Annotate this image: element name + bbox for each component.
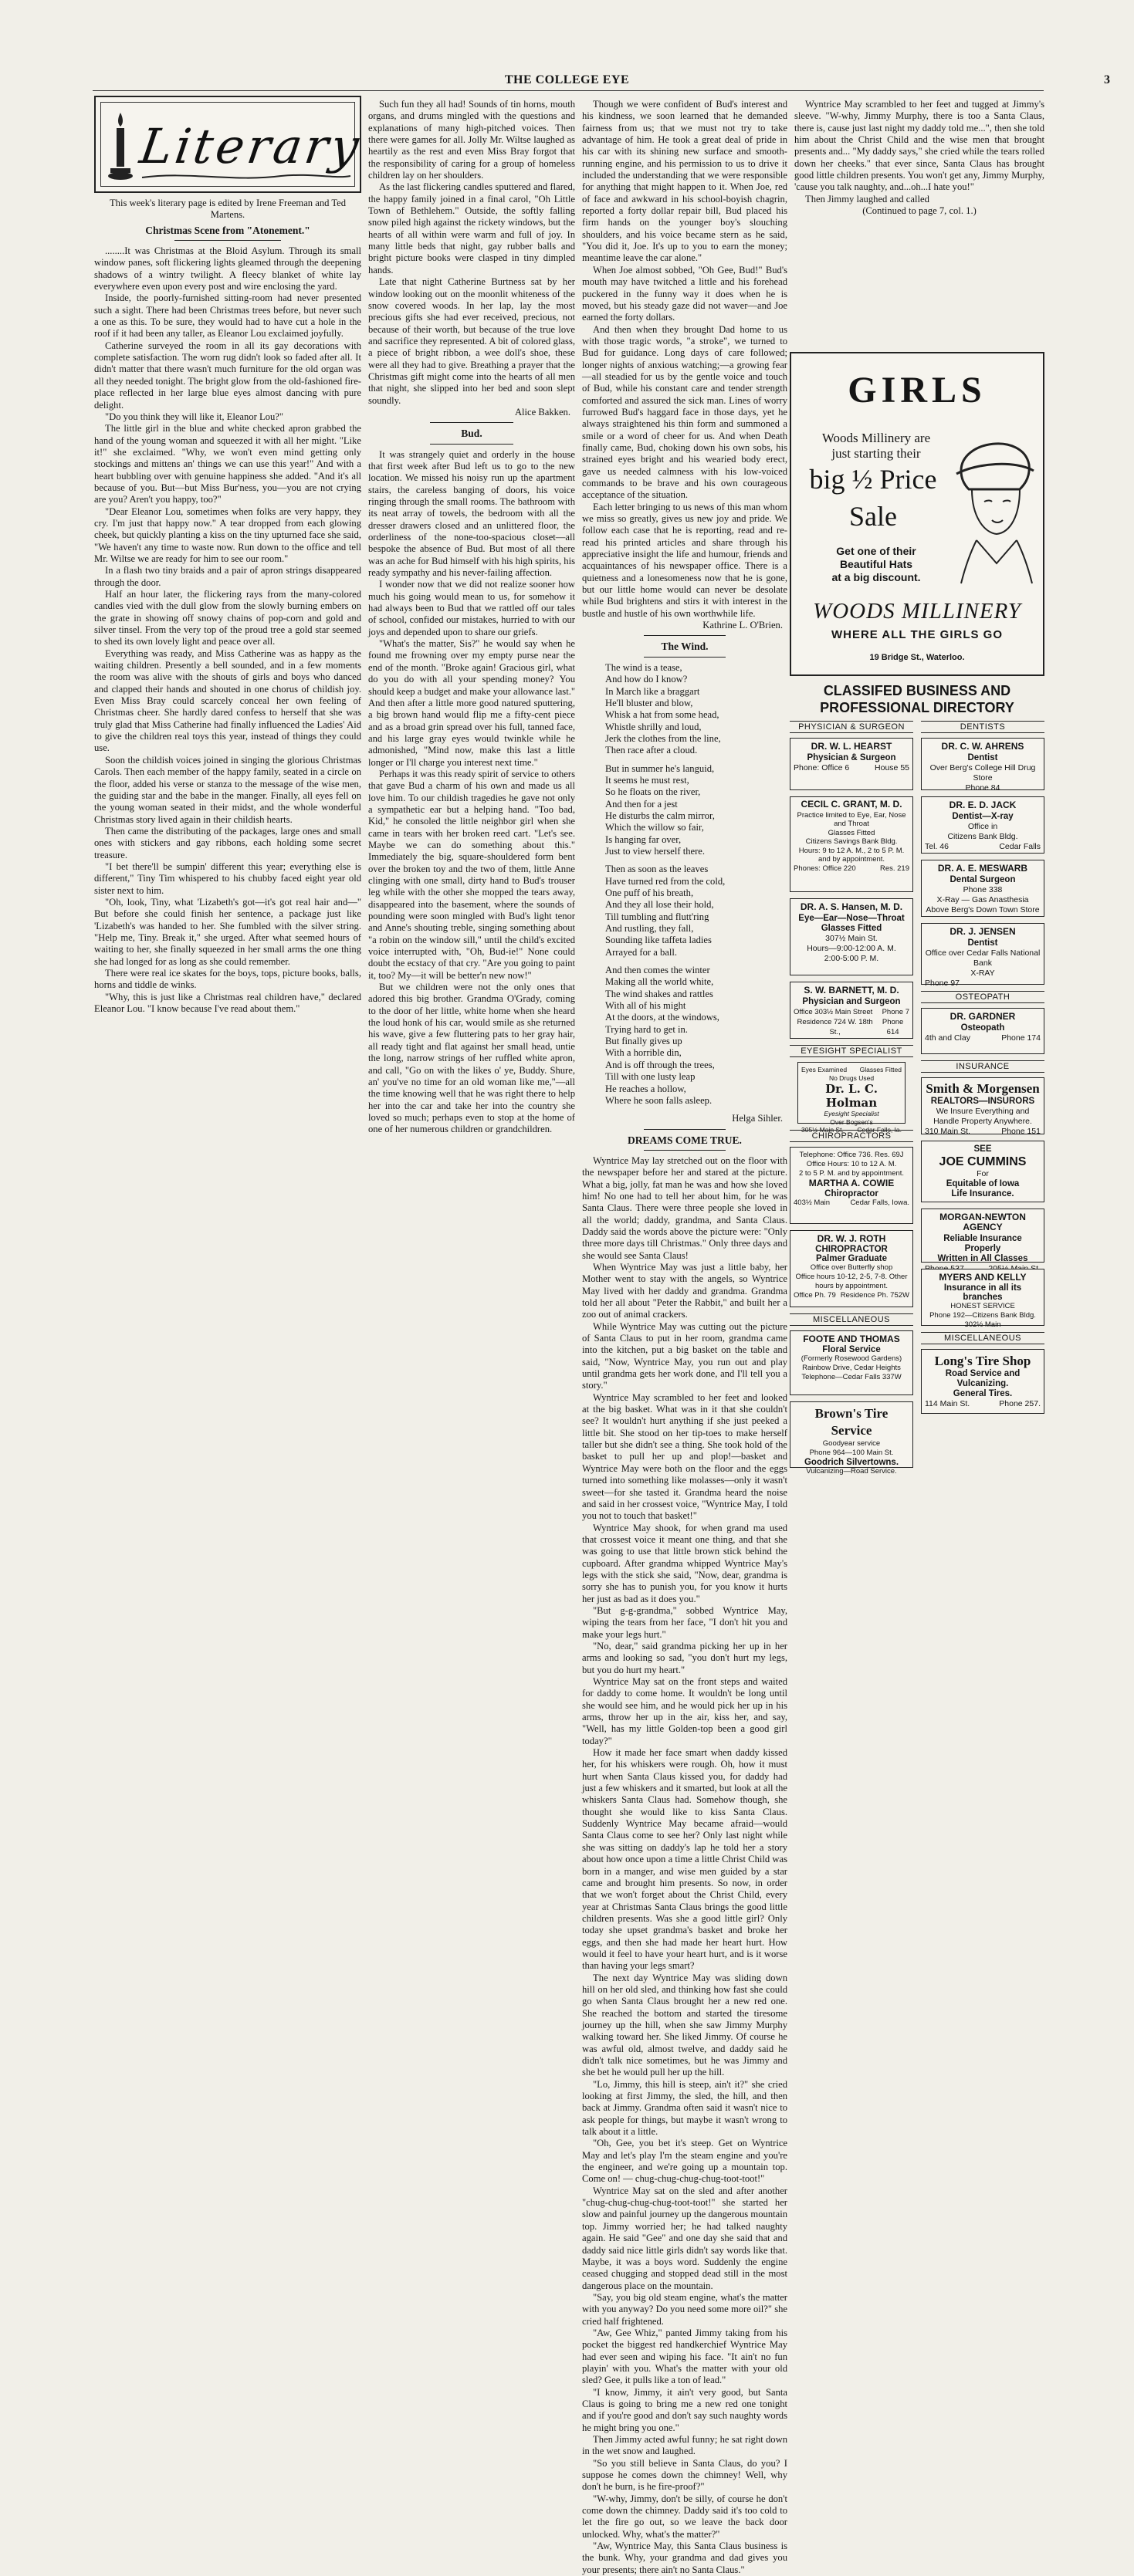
jack-city: Cedar Falls [999,842,1041,851]
ad-line-2: just starting their [831,446,921,461]
poem-line: The wind shakes and rattles [605,988,713,999]
story3-paragraph: "Aw, Wyntrice May, this Santa Claus business is the bunk. Why, your grandma and dad gives you your presents; there ain't no Santa Claus." [582,2541,787,2575]
sale-price: Price [879,464,937,495]
grant-line-4: Citizens Savings Bank Bldg. [805,837,898,846]
cowie-city: Cedar Falls, Iowa. [850,1198,909,1207]
grant-card [790,796,913,892]
myers-line-4: 302½ Main [964,1320,1001,1329]
story2-body-continued [582,99,787,620]
osteopath-header: OSTEOPATH [921,991,1044,1003]
flapper-illustration [946,424,1038,587]
jensen-title: Dentist [967,938,998,948]
morgan-line-2: Written in All Classes [937,1254,1028,1263]
roth-title-1: CHIROPRACTOR [815,1245,888,1254]
poem-line: Where he soon falls asleep. [605,1094,713,1106]
story2-paragraph: Each letter bringing to us news of this man whom we miss so greatly, gives us new joy and pride. We follow each case that he is reporting, read and re-read his printed articles and share through his appreciative insight the life and humour, friends and acquaintances of his newspaper office. There is a quietness and a lonesomeness now that he is gone, but our little home would can never be desolate while Bud brightens and stirs it with interest in the bustle and hustle of his own worthwhile life. [582,501,787,619]
poem-author: Helga Sihler. [732,1113,783,1124]
story2-paragraph: Perhaps it was this ready spirit of service to others that gave Bud a charm of his own and made us all love him. To our childish tragedies he gave not only a sympathetic ear but a helping hand. "Too bad, Kid," he consoled the little neighbor girl when she came in tears with her broken reed cart. "Let's see. Maybe we can do something about this." Immediately the big, square-shouldered form bent over the broken toy and the two of them, little Anne clinging with one small, dirty hand to Bud's trouser leg while with the other she mopped the tears away, disappeared into the basement, where the sounds of pounding were soon mingled with Bud's light tenor and Anne's shouting treble, singing something about "a robin on the window sill," until the child's excited voice interrupted with, "Oh, Bud-ie!" None could doubt the ecstacy of that cry. "Are you going to paint it, too? My—it will be better'n new now!" [368,768,575,981]
holman-over: Over Bogsen's [830,1117,873,1126]
meswarb-card [921,860,1044,917]
longs-address: 114 Main St. [925,1399,970,1408]
barnett-office: Office 303½ Main Street [794,1008,873,1016]
literary-banner [94,96,366,193]
physician-header: PHYSICIAN & SURGEON [790,721,913,733]
story3-paragraph: "No, dear," said grandma picking her up in her arms and looking so sad, "you don't hurt my legs, but you do hurt my heart." [582,1640,787,1675]
poem-line: Which the willow so fair, [605,822,704,833]
story1-paragraph: Late that night Catherine Burtness sat by her window looking out on the moonlit whiteness of the snow covered woods. In her lap, lay the most precious gifts she had ever received, precious, not because of their worth, but because of the true love and sacrifice they represented. A bit of colored glass, a piece of bright ribbon, a wee doll's shoe, these were all they had to give. Breathing a prayer that the Christmas gift might come into the hearts of all men that night, she slipped into her bed and soon slept soundly. [368,276,575,406]
roth-line-3: hours by appointment. [814,1282,888,1290]
poem-line: And then for a jest [605,798,678,810]
story3-paragraph: "I know, Jimmy, it ain't very good, but Santa Claus is going to bring me a new red one tonight and if you're good and don't say such naughty words he might bring you one." [582,2386,787,2433]
story3-paragraph: When Wyntrice May was just a little baby, her Mother went to stay with the angels, so Wyntrice May lived with her daddy and grandma. Grandma told her all about "Peter the Rabbit," and built her a zoo out of animal crackers. [582,1261,787,1320]
poem-line: Arrayed for a ball. [605,946,678,958]
directory-title-line-2: PROFESSIONAL DIRECTORY [820,700,1014,715]
story3-paragraph: "Oh, Gee, you bet it's steep. Get on Wyntrice May and let's play I'm the steam engine and you're the engineer, and we're going up a mountain top. Come on! — chug-chug-chug-chug-toot-toot!" [582,2138,787,2185]
poem-line: So he floats on the river, [605,786,701,798]
myers-card [921,1269,1044,1329]
jensen-line-3: X-RAY [970,969,995,978]
ad-sub-1: Get one of their [836,545,916,557]
hansen-title: Eye—Ear—Nose—Throat [798,914,905,923]
holman-glasses-fitted: Glasses Fitted [859,1066,902,1073]
poem-line: Jerk the clothes from the line, [605,732,721,744]
cummins-kind: Life Insurance. [951,1189,1014,1198]
foote-line-3: Telephone—Cedar Falls 337W [801,1373,902,1381]
poem-line: He disturbs the calm mirror, [605,810,715,821]
grant-line-1: Practice limited to Eye, Ear, Nose [797,810,906,820]
poem-line: It seems he must rest, [605,774,689,786]
longs-line-2: Vulcanizing. [956,1379,1009,1388]
poem-line: With a horrible din, [605,1047,682,1059]
foote-name: FOOTE AND THOMAS [803,1334,900,1344]
ad-sub-3: at a big discount. [831,571,921,583]
story3-paragraph: Wyntrice May scrambled to her feet and looked at the big basket. What was in it that she couldn't see? It wouldn't hurt anything if she just peeked a little bit. She stood on her tip-toes to make herself taller but she didn't see a thing. She took hold of the basket to pull her up and plop!—basket and Wyntrice May were both on the floor and the eggs turned into something like molasses—only it wasn't sweet—for she tasted it. Grandma heard the noise and said in her crossest voice, "Wyntrice May, I told you not to touch that basket!" [582,1391,787,1522]
grant-line-6: and by appointment. [817,855,885,864]
gardner-name: DR. GARDNER [950,1011,1016,1022]
gardner-phone: Phone 174 [1001,1033,1041,1043]
cummins-for: For [977,1169,989,1178]
story1-paragraph: "Do you think they will like it, Eleanor Lou?" [105,411,283,422]
holman-eyes-examined: Eyes Examined [801,1066,848,1073]
holman-title: Eyesight Specialist [824,1110,879,1117]
poem-line: And they all lose their hold, [605,899,714,911]
ad-brand: WOODS MILLINERY [813,599,1021,624]
jack-name: DR. E. D. JACK [949,800,1017,810]
story1-paragraph: "Dear Eleanor Lou, sometimes when folks are very happy, they cry. I'm just that happy now." A tear dropped from each glowing cheek, but quickly planting a kiss on the tiny upturned face she said, "We haven't any time to waste now. Run down to the office and tell Mr. Wiltse we are ready for him to see our room." [94,505,361,564]
candle-icon [107,108,134,182]
hearst-phone-office: Phone: Office 6 [794,763,850,772]
holman-no-drugs: No Drugs Used [828,1073,875,1082]
browns-line-4: Vulcanizing—Road Service. [806,1467,897,1476]
story2-body [368,449,575,1136]
story2-paragraph: And then when they brought Dad home to us with those tragic words, "a stroke", we turned to Bud for guidance. Long days of care followed; longer nights of anxious watching;—a growing fear—all steadied for us by the gentle voice and touch of Bud, while his constant care and tender strength comforted and assured the sick man. Lines of worry furrowed Bud's haggard face in those days, yet he always straightened his thin form and summoned a smile or a word of cheer for us. And when Death finally came, Bud, choking down his own sobs, his strained eyes bright and his wearied body erect, gave us needed calmness with his low-voiced commands to be brave and his own courageous acceptance of the situation. [582,323,787,501]
story1-title: Christmas Scene from "Atonement." [145,224,310,236]
hansen-line-1: Glasses Fitted [821,924,882,933]
cummins-company: Equitable of Iowa [946,1179,1020,1188]
newspaper-title: THE COLLEGE EYE [504,73,630,86]
poem-line: In March like a braggart [605,685,700,697]
title-rule [644,1150,726,1151]
story1-paragraph: "I bet there'll be sumpin' different this year; everything else is different," Tiny Tim whispered to his chubby faced eight year old sister next to him. [94,860,361,896]
longs-card [921,1349,1044,1414]
browns-name: Brown's Tire Service [814,1406,889,1438]
poem-line: Have turned red from the cold, [605,875,726,887]
cummins-name: JOE CUMMINS [939,1155,1027,1168]
gardner-title: Osteopath [960,1023,1005,1033]
cummins-see: SEE [973,1144,992,1154]
poem-line: Till with one lusty leap [605,1071,696,1083]
story3-paragraph: "W-why, Jimmy, don't be silly, of course he don't come down the chimney. Daddy said it's too cold to let the fire go out, so we leave the back door unlocked. Why, what's the matter?" [582,2493,787,2540]
column-4 [794,99,1044,346]
woods-millinery-ad [790,352,1044,676]
roth-residence-phone: Residence Ph. 752W [840,1291,909,1300]
hansen-line-3: Hours—9:00-12:00 A. M. [807,944,896,953]
grant-line-2: and Throat [834,820,869,828]
sale-fraction: ½ [851,464,873,495]
ad-sub-2: Beautiful Hats [839,558,913,570]
browns-line-3: Goodrich Silvertowns. [804,1458,899,1467]
meswarb-line-1: Phone 338 [963,885,1003,894]
grant-name: CECIL C. GRANT, M. D. [801,799,902,810]
jack-tel: Tel. 46 [925,842,949,851]
story2-paragraph: "What's the matter, Sis?" he would say when he found me frowning over my empty purse near the end of the month. "Broke again! Gracious girl, what do you do with all your spending money? You should keep a budget and make your allowance last." And then after a little more good natured sputtering, a big brown hand would flip me a fifty-cent piece and as a broad grin spread over his full, tanned face, and his large gray eyes would twinkle while he admonished, "Mind now, make this last a little longer or I'll charge you interest next time." [368,638,575,768]
poem-line: But finally gives up [605,1036,682,1047]
poem-line: And is off through the trees, [605,1059,715,1070]
meswarb-title: Dental Surgeon [950,875,1016,884]
poem-line: Is hanging far over, [605,833,682,845]
story1-paragraph: The little girl in the blue and white checked apron grabbed the hand of the young woman and squeezed it with all her might. "Like it!" she exclaimed. "Why, we won't even mind getting only stockings and mittens an' things we can use this year!" And with a heart bubbling over with genuine happiness she added. "And it's all because of you. But—but Miss Bur'ness, you—you are not crying are you? Aren't you happy, too?" [94,423,361,505]
grant-phone-office: Phones: Office 220 [794,864,856,873]
barnett-residence: Residence 724 W. 18th St., [797,1018,873,1036]
story1-paragraph: As the last flickering candles sputtered and flared, the happy family joined in a final carol, "Oh Little Town of Bethlehem." Outside, the softly falling snow piled high against the rickety windows, but the hearts of all within were warm and full of joy. In many little beds that night, gay rubber balls and bright picture books were clasped in tiny dimpled hands. [368,181,575,276]
poem-line: Whistle shrilly and loud, [605,721,702,732]
story2-title: Bud. [461,428,482,440]
poem-body [582,662,787,1107]
smith-line-1: We Insure Everything and [936,1107,1030,1116]
story-divider [644,1129,726,1130]
ad-line-1: Woods Millinery are [821,431,931,445]
story1-paragraph: Catherine surveyed the room in all its gay decorations with complete satisfaction. The worn rug didn't look so faded after all. It didn't matter that there wasn't much furniture for the old organ was all they needed tonight. The bright glow from the old-fashioned fire-place reflected in her large blue eyes almost dancing with pure delight. [94,340,361,411]
smith-card [921,1077,1044,1134]
story3-paragraph: "Lo, Jimmy, this hill is steep, ain't it?" she cried looking at first Jimmy, the sled, the hill, and then back at Jimmy. Grandma often said it wasn't nice to ask people for things, but maybe it wasn't wrong to talk about it a little. [582,2078,787,2138]
story2-paragraph: But we children were not the only ones that adored this big brother. Grandma O'Grady, coming to the door of her little, white home when she heard the loud honk of his car, would smile as she returned his wave, give a few fluttering pats to her gray hair, all ready tight and flat against her small head, untie the long, narrow strings of her ruffled white apron, and call, "Go on with the likes o' ye, Buddy. Shure, an' you've no time for an old woman like me,"—all the time knowing well that he was right there to help her into the car and take her into the country she loved so much; perhaps even to stop at the home of one of her numerous children or grandchildren. [368,982,575,1135]
barnett-title: Physician and Surgeon [802,997,901,1006]
holman-city: Cedar Falls, Ia. [857,1126,902,1134]
dentists-header: DENTISTS [921,721,1044,733]
story3-paragraph: Wyntrice May shook, for when grand ma used that crossest voice it meant one thing, and that she was going to use that little brown stick behind the cupboard. After grandma whipped Wyntrice May's legs with the stick she said, "Now, dear, grandma is sorry she has to punish you, for you know it hurts her just as bad as it does you." [582,1522,787,1604]
title-rule [644,657,726,658]
ad-headline: GIRLS [848,370,987,411]
miscellaneous-header: MISCELLANEOUS [790,1313,913,1326]
hansen-line-2: 307½ Main St. [825,934,878,943]
jack-line-2: Citizens Bank Bldg. [947,832,1018,841]
story2-author: Kathrine L. O'Brien. [702,620,783,631]
story1-author: Alice Bakken. [514,406,570,418]
poem-line: Whisk a hat from some head, [605,709,719,721]
header-rule [93,90,1044,91]
browns-card [790,1401,913,1476]
gardner-address: 4th and Clay [925,1033,970,1043]
story2-paragraph: I wonder now that we did not realize sooner how much his going would mean to us, for somehow it had always been to Bud that we rattled off our tales of school, confided our mistakes, hurried to with our joys and depended upon to share our griefs. [368,579,575,637]
barnett-card [790,982,913,1039]
longs-phone: Phone 257. [999,1399,1041,1408]
story1-paragraph: Everything was ready, and Miss Catherine was as happy as the waiting children. Presently a bell sounded, and in a few moments the room was alive with the shouts of girls and boys who danced and clapped their hands and shouted in one chorus of childish joy. Even Miss Bray could scarcely conceal her own feeling of Christmas cheer. She hardly dared confess to herself that she was truly glad that Miss Catherine had finally influenced the Ladies' Aid to give the children real toys this year, instead of things they could use. [94,647,361,754]
story1-paragraph: "Why, this is just like a Christmas real children have," declared Eleanor Lou. "I know because I've read about them." [94,991,361,1015]
story1-paragraph: Such fun they all had! Sounds of tin horns, mouth organs, and drums mingled with the questions and explanations of many high-pitched voices. Then there were games for all. Jolly Mr. Wiltse laughed as heartily as the rest and even Miss Bray forgot that the responsibility of caring for a group of homeless children lay on her shoulders. [368,99,575,181]
myers-name: MYERS AND KELLY [939,1272,1027,1283]
story1-paragraph: "Oh, look, Tiny, what 'Lizabeth's got—it's got real hair and—" But before she could finish her sentence, a package just like 'Lizabeth's was handed to her. She fumbled with the silver string. "Help me, Tiny. Break it," she urged. After what seemed hours of waiting to her, she finally squeezed in her small arms the one thing she had longed for as long as she could remember. [94,896,361,967]
poem-line: Then race after a cloud. [605,745,698,756]
story3-paragraph: Wyntrice May scrambled to her feet and tugged at Jimmy's sleeve. "W-why, Jimmy Murphy, there is too a Santa Claus, there is, cause just last night my daddy told me...", then she told him about the Christ Child and the wise men that brought presents and... "My daddy says," she cried while the tears rolled down her cheeks." that ever since, Santa Claus has brought good little children presents. You won't get any, Jimmy Murphy, 'cause you talk naughty, and...oh...I hate you!" [794,99,1044,193]
continued-note: (Continued to page 7, col. 1.) [862,205,977,217]
poem-line: With all of his might [605,1000,686,1012]
banner-flourish [142,171,350,182]
poem-stanza [605,763,787,858]
cowie-card [790,1147,913,1224]
editors-note: This week's literary page is edited by Irene Freeman and Ted Martens. [109,198,347,221]
holman-name: Dr. L. C. Holman [825,1082,878,1110]
poem-stanza [605,965,787,1107]
story3-body-continued [794,99,1044,205]
jensen-card [921,923,1044,988]
poem-line: Making all the world white, [605,976,714,988]
poem-line: And how do I know? [605,674,688,685]
cowie-hours-2: 2 to 5 P. M. and by appointment. [798,1169,905,1178]
story1-paragraph: In a flash two tiny braids and a pair of apron strings disappeared through the door. [94,565,361,588]
story1-body-continued [368,99,575,407]
longs-line-3: General Tires. [953,1389,1013,1398]
directory-title-line-1: CLASSIFED BUSINESS AND [823,683,1011,698]
story3-paragraph: Then Jimmy laughed and called [805,193,929,205]
poem-line: Sounding like taffeta ladies [605,935,712,946]
column-1 [94,198,361,1627]
story3-title: DREAMS COME TRUE. [628,1134,742,1146]
poem-stanza [605,864,787,958]
column-2 [368,99,575,1627]
poem-line: And rustling, they fall, [605,923,694,935]
foote-line-1: (Formerly Rosewood Gardens) [801,1354,902,1363]
hearst-card [790,738,913,790]
morgan-name: MORGAN-NEWTON AGENCY [939,1212,1026,1232]
story3-paragraph: "Aw, Gee Whiz," panted Jimmy taking from his pocket the biggest red handkerchief Wyntrice May had ever seen and wiping his face. "It ain't no fun playin' with you. What's the matter with your old sled? Gee, it pulls like a ton of lead." [582,2327,787,2386]
poem-line: At the doors, at the windows, [605,1012,719,1023]
cowie-title: Chiropractor [824,1189,878,1198]
myers-line-2: HONEST SERVICE [950,1302,1015,1310]
roth-card [790,1230,913,1307]
meswarb-name: DR. A. E. MESWARB [937,863,1028,874]
jack-card [921,796,1044,854]
ahrens-title: Dentist [967,753,998,762]
smith-address: 310 Main St. [925,1127,970,1136]
roth-name: DR. W. J. ROTH [817,1233,886,1244]
browns-line-2: Phone 964—100 Main St. [809,1449,894,1457]
roth-title-2: Palmer Graduate [815,1254,888,1263]
sale-word: Sale [849,501,897,532]
story3-body [582,1155,787,2576]
cowie-name: MARTHA A. COWIE [808,1178,895,1188]
story-divider [430,422,513,423]
story3-paragraph: How it made her face smart when daddy kissed her, for his whiskers were rough. Oh, how it must hurt when Santa Claus kissed you, for daddy had just a few whiskers and it smarted, but look at all the whiskers Santa Claus had. Somehow though, she thought she would like to kiss Santa Claus. Suddenly Wyntrice May became afraid—would Santa Claus come to see her? Only last night while she was sitting on daddy's lap he told her a story about how once upon a time a little Christ Child was born in a manger, and wise men guided by a star came and brought him presents. So now, in order that we won't forget about the Christ Child, every year at Christmas Santa Claus brings the good little children presents. Was she a good little girl? Only today she upset grandma's basket and broke her eggs, and then she had made her heart hurt. How would it feel to have your heart hurt, and is it worse than having your legs smart? [582,1747,787,1972]
cowie-hours-1: Office Hours: 10 to 12 A. M. [806,1160,897,1168]
longs-name: Long's Tire Shop [934,1354,1031,1368]
poem-line: Till tumbling and flutt'ring [605,911,709,922]
ahrens-line-1: Over Berg's College Hill Drug Store [929,763,1036,783]
cowie-address: 403½ Main [794,1198,831,1207]
story3-paragraph: While Wyntrice May was cutting out the picture of Santa Claus to put in her room, grandma came into the kitchen, put a big basket on the table and said, "Now, Wyntrice May, you run out and play until grandma gets her work done, and I'll tell you a story." [582,1320,787,1391]
longs-line-1: Road Service and [945,1369,1021,1378]
myers-line-1: Insurance in all its branches [943,1283,1022,1302]
story1-paragraph: ........It was Christmas at the Bloid Asylum. Through its small window panes, soft flickering lights gleamed through the deepening shadows of a wintry twilight. A fleecy blanket of white lay everywhere even upon every post and wire enclosing the yard. [94,245,361,292]
poem-stanza [605,662,787,757]
roth-line-2: Office hours 10-12, 2-5, 7-8. Other [795,1273,908,1281]
poem-line: Then as soon as the leaves [605,864,709,875]
story1-paragraph: There were real ice skates for the boys, tops, picture books, balls, horns and tiddle de winks. [94,968,361,991]
ad-slogan: WHERE ALL THE GIRLS GO [831,628,1003,641]
banner-word: Literary [136,118,366,174]
holman-address: 305½ Main St. [801,1126,844,1134]
foote-title: Floral Service [822,1345,881,1354]
story1-paragraph: Half an hour later, the flickering rays from the many-colored candles vied with the dull glow from the slowly burning embers on the grate in showing off snowy chains of pop-corn and gold and silver tinsel. From the very top of the proud tree a gold star seemed to shed its own lovely light and peace over all. [94,589,361,647]
barnett-office-phone: Phone 7 [882,1008,909,1016]
jensen-line-1: Office over Cedar Falls National [925,948,1041,958]
story3-paragraph: "But g-g-grandma," sobbed Wyntrice May, wiping the tears from her face, "I don't hit you and make your legs hurt." [582,1604,787,1640]
poem-line: He'll bluster and blow, [605,697,693,708]
jensen-phone: Phone 97 [925,979,960,988]
meswarb-line-2: X-Ray — Gas Anasthesia [936,895,1029,904]
story-divider [644,635,726,636]
foote-card [790,1330,913,1395]
barnett-name: S. W. BARNETT, M. D. [804,985,899,996]
foote-line-2: Rainbow Drive, Cedar Heights [802,1364,901,1372]
ad-address: 19 Bridge St., Waterloo. [869,653,965,662]
grant-line-5: Hours: 9 to 12 A. M., 2 to 5 P. M. [798,846,905,855]
gardner-card [921,1008,1044,1054]
roth-office-phone: Office Ph. 79 [794,1291,836,1300]
jensen-line-2: Bank [973,958,992,968]
barnett-residence-phone: Phone 614 [882,1018,904,1036]
hansen-line-4: 2:00-5:00 P. M. [824,954,879,963]
jack-line-1: Office in [967,822,998,831]
story3-paragraph: Wyntrice May lay stretched out on the floor with the newspaper before her and stared at the picture. What a big, jolly, fat man he was and how she loved him! No one had to tell her about him, for he was Santa Claus. There were three people she loved in all the world; daddy, grandma, and Santa Claus. Daddy said the words above the picture were: "Only three more days till Christmas." Only three days and she would see Santa Claus! [582,1154,787,1261]
poem-line: The wind is a tease, [605,661,682,673]
cowie-phones: Telephone: Office 736. Res. 69J [799,1151,904,1159]
smith-title: REALTORS—INSURORS [930,1097,1035,1106]
poem-line: One puff of his breath, [605,887,694,898]
cummins-card [921,1141,1044,1202]
story1-body [94,245,361,1015]
hansen-name: DR. A. S. Hansen, M. D. [800,901,903,912]
story1-paragraph: Inside, the poorly-furnished sitting-room had never presented such a sight. There had been Christmas trees before, but never such a one as this. To be sure, they would had to have cut a hole in the roof if it had been any taller, as Eleanor Lou exclaimed joyfully. [94,292,361,340]
ahrens-name: DR. C. W. AHRENS [941,741,1024,752]
story3-paragraph: Then Jimmy acted awful funny; he sat right down in the wet snow and laughed. [582,2434,787,2457]
story2-paragraph: Though we were confident of Bud's interest and his kindness, we soon learned that he demanded fairness from us; that we must not try to take advantage of him. He took a great deal of pride in his car with its shining new surface and smooth-running engine, and his permission to us to drive it included the understanding that we were responsible for anything that might happen to it. When Joe, red of face and awkward in his school-boyish chagrin, reported a forty dollar repair bill, Bud placed his firm hands on the younger boy's slouching shoulders, and his voice became stern as he said, "You did it, Joe. It's up to you to earn the money; meantime leave the car alone." [582,99,787,264]
holman-card [797,1062,906,1134]
meswarb-line-3: Above Berg's Down Town Store [926,905,1040,914]
title-rule [174,240,281,241]
smith-phone: Phone 151 [1001,1127,1041,1136]
miscellaneous-header-2: MISCELLANEOUS [921,1332,1044,1344]
ahrens-line-2: Phone 84 [965,783,1000,793]
page-number: 3 [1104,73,1110,86]
jack-title: Dentist—X-ray [952,812,1014,821]
sale-big: big [809,464,845,495]
title-rule [430,444,513,445]
hansen-card [790,898,913,975]
grant-phone-res: Res. 219 [879,864,909,873]
poem-title: The Wind. [661,641,709,653]
hearst-name: DR. W. L. HEARST [811,741,892,752]
jensen-name: DR. J. JENSEN [950,926,1016,937]
story2-paragraph: When Joe almost sobbed, "Oh Gee, Bud!" Bud's mouth may have twitched a little and his forehead puckered in the funny way it does when he is moved, but his steady gaze did not waver—and Joe earned the forty dollars. [582,264,787,323]
chiropractors-header: CHIROPRACTORS [790,1130,913,1142]
hearst-phone-house: House 55 [875,763,909,772]
column-3 [582,99,787,2575]
eyesight-header: EYESIGHT SPECIALIST [790,1045,913,1057]
story1-paragraph: Soon the childish voices joined in singing the glorious Christmas Carols. Then each member of the happy family, seated in a circle on the floor, added his verse or stanza to the message of the wise men, the guiding star and the babe in the manger. Finally, all eyes fell on the young woman seated in their midst, and the whole wonderful Christmas story lived again in their childish hearts. [94,754,361,825]
story3-paragraph: The next day Wyntrice May was sliding down hill on her old sled, and thinking how fast she could go when Santa Claus brought her a new red one. She reached the bottom and started the tiresome journey up the hill, when she saw Jimmy Murphy walking toward her. She liked Jimmy. Of course he was awful old, almost twelve, and daddy said he didn't talk nice sometimes, but he was Jimmy and she bet he would pull her up the hill. [582,1972,787,2078]
browns-line-1: Goodyear service [822,1439,881,1448]
story3-paragraph: "Say, you big old steam engine, what's the matter with you anyway? Do you need some more oil?" she cried half frightened. [582,2291,787,2327]
poem-line: He reaches a hollow, [605,1083,686,1094]
directory-title [790,682,1044,716]
ahrens-card [921,738,1044,793]
story3-paragraph: Wyntrice May sat on the sled and after another "chug-chug-chug-chug-toot-toot!" she started her slow and painful journey up the dangerous mountain top. Jimmy worried her; he had talked naughty again. He said "Gee" and one day she said that and daddy said nice little girls didn't say words like that. Maybe, it was a boys word. Suddenly the engine ceased chugging and stopped dead still in the most dangerous place on the mountain. [582,2185,787,2291]
insurance-header: INSURANCE [921,1060,1044,1073]
smith-name: Smith & Morgensen [926,1081,1040,1096]
grant-line-3: Glasses Fitted [828,828,875,837]
poem-line: But in summer he's languid, [605,762,715,774]
myers-line-3: Phone 192—Citizens Bank Bldg. [929,1311,1036,1320]
morgan-card [921,1209,1044,1263]
poem-line: Trying hard to get in. [605,1023,688,1035]
story3-paragraph: Wyntrice May sat on the front steps and waited for daddy to come home. It wouldn't be long until she would see him, and he would pick her up in his arms, throw her up in the air, kiss her, and say, "Well, has my little Golden-top been a good girl today?" [582,1676,787,1746]
smith-line-2: Handle Property Anywhere. [933,1117,1032,1126]
story1-paragraph: Then came the distributing of the packages, large ones and small ones with stickers and gay ribbons, each holding some secret treasure. [94,825,361,860]
poem-line: And then comes the winter [605,965,710,976]
morgan-line-1: Reliable Insurance Properly [943,1234,1022,1253]
poem-line: Just to view herself there. [605,845,706,857]
story2-paragraph: It was strangely quiet and orderly in the house that first week after Bud left us to go to the new location. We missed his noisy run up the apartment stairs, the careless banging of doors, his voice ringing through the small rooms. The bathroom with its neat array of towels, the bedroom with all the dresser drawers closed and an unlittered floor, the orderliness of the none-too-spacious closet—all bespoke the absence of Bud. But most of all there was an ache for Bud himself with his high spirits, his ready sympathy and his never-failing affection. [368,448,575,579]
roth-line-1: Office over Butterfly shop [810,1263,893,1272]
story3-paragraph: "So you still believe in Santa Claus, do you? I suppose he comes down the chimney! Well, why don't he burn, is he fire-proof?" [582,2457,787,2493]
hearst-title: Physician & Surgeon [807,753,896,762]
